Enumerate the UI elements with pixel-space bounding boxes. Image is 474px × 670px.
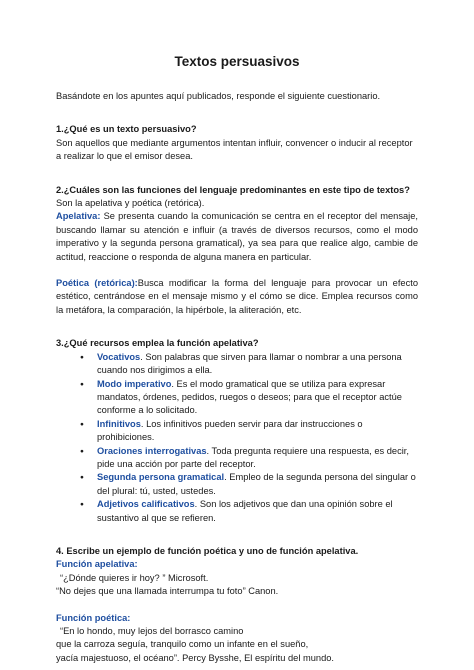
apelativa-paragraph	[56, 210, 418, 264]
apelativa-example: “¿Dónde quieres ir hoy? ” Microsoft.	[60, 572, 209, 583]
poem-line: que la carroza seguía, tranquilo como un infante en el sueño,	[56, 639, 309, 650]
resource-term: Infinitivos	[97, 418, 141, 429]
answer-2-intro: Son la apelativa y poética (retórica).	[56, 198, 205, 209]
list-item	[97, 471, 418, 498]
resource-term: Adjetivos calificativos	[97, 499, 195, 510]
resources-list	[56, 351, 418, 525]
list-item	[97, 498, 418, 525]
list-item	[97, 351, 418, 378]
poetica-text: Busca modificar la forma del lenguaje para provocar un efecto estético, centrándose en el mensaje mismo y el cómo se dice. Emplea recursos como la metáfora, la comparación, la hipérbole, la aliteración, etc.	[56, 278, 418, 315]
resource-term: Vocativos	[97, 351, 141, 362]
poetica-paragraph	[56, 277, 418, 317]
question-4: 4. Escribe un ejemplo de función poética y uno de función apelativa.	[56, 545, 359, 556]
poem-line: “En lo hondo, muy lejos del borrasco camino	[60, 626, 244, 636]
resource-text: . Toda pregunta requiere una respuesta, es decir, pide una acción por parte del receptor.	[97, 445, 409, 469]
apelativa-example-label: Función apelativa:	[56, 559, 138, 570]
resource-text: . Son palabras que sirven para llamar o nombrar a una persona cuando nos dirigimos a ella.	[97, 351, 402, 376]
poetica-example-label: Función poética:	[56, 612, 131, 623]
poem-line: yacía majestuoso, el océano”. Percy Bysshe, El espíritu del mundo.	[56, 652, 335, 663]
question-2: 2.¿Cuáles son las funciones del lenguaje predominantes en este tipo de textos?	[56, 184, 410, 195]
apelativa-text: Se presenta cuando la comunicación se centra en el receptor del mensaje, buscando llamar su atención e influir (a través de diversos recursos, como el modo imperativo y la segunda persona gramatical), ya sea para que realice algo, cambie de actitud, reaccione o responda de alguna manera en particular.	[56, 211, 418, 262]
question-3: 3.¿Qué recursos emplea la función apelativa?	[56, 338, 259, 349]
answer-1: Son aquellos que mediante argumentos intentan influir, convencer o inducir al receptor a realizar lo que el emisor desea.	[56, 137, 413, 162]
list-item	[97, 378, 418, 418]
resource-text: . Es el modo gramatical que se utiliza para expresar mandatos, órdenes, pedidos, ruegos o deseos; para que el receptor actúe conforme a lo solicitado.	[97, 378, 402, 416]
resource-text: . Empleo de la segunda persona del singular o del plural: tú, usted, ustedes.	[97, 472, 416, 496]
resource-term: Oraciones interrogativas	[97, 445, 207, 456]
apelativa-term: Apelativa:	[56, 211, 101, 222]
poetica-term: Poética (retórica):	[56, 278, 138, 289]
list-item	[97, 445, 418, 472]
resource-term: Modo imperativo	[97, 378, 172, 389]
list-item	[97, 418, 418, 445]
resource-term: Segunda persona gramatical	[97, 472, 225, 483]
document-title: Textos persuasivos	[174, 54, 300, 69]
apelativa-example: “No dejes que una llamada interrumpa tu foto” Canon.	[56, 586, 279, 597]
intro-text: Basándote en los apuntes aquí publicados, responde el siguiente cuestionario.	[56, 91, 381, 101]
resource-text: . Son los adjetivos que dan una opinión sobre el sustantivo al que se refieren.	[97, 499, 393, 523]
question-1: 1.¿Qué es un texto persuasivo?	[56, 124, 197, 135]
resource-text: . Los infinitivos pueden servir para dar instrucciones o prohibiciones.	[97, 418, 363, 443]
